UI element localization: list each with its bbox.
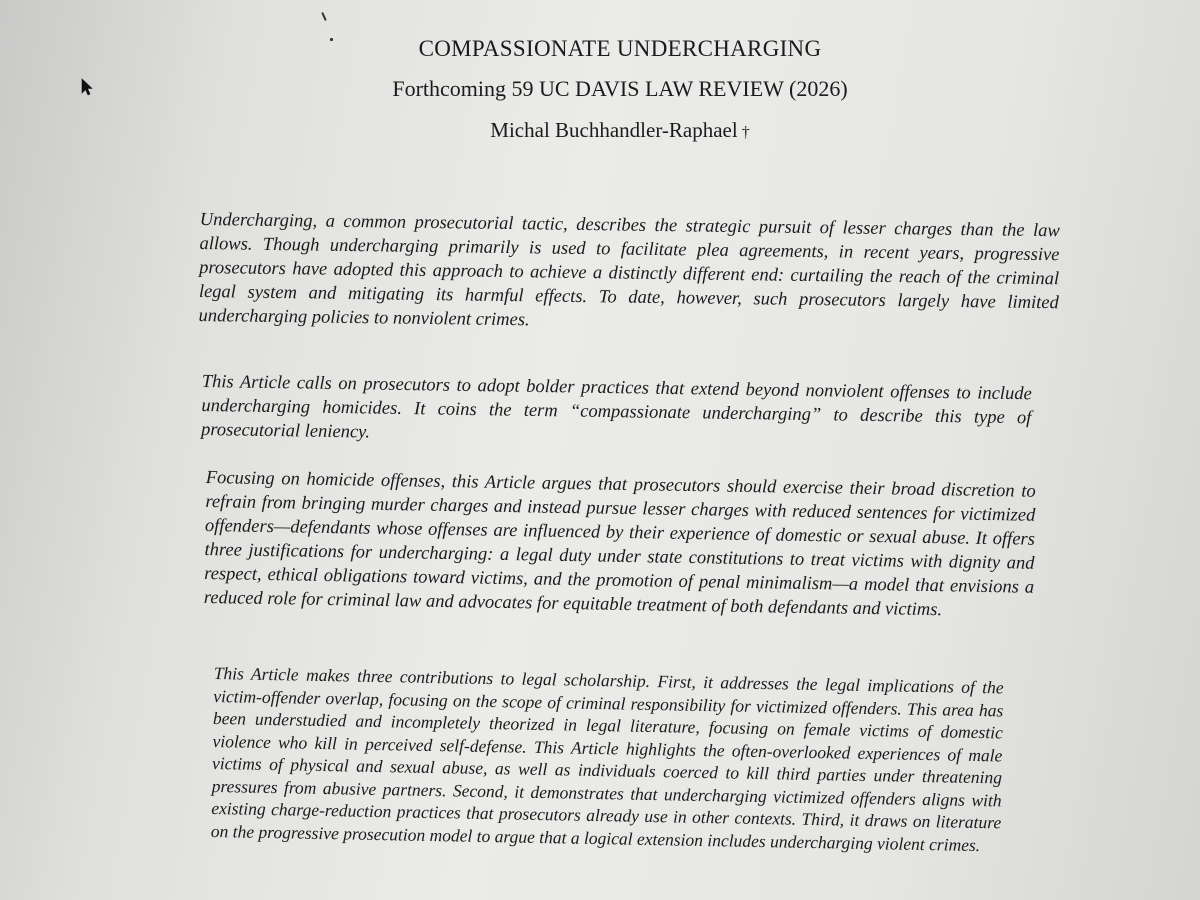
- abstract-paragraph: This Article calls on prosecutors to adopt bolder practices that extend beyond nonviolent offenses to include undercharging homicides. It coins the term “compassionate undercharging” to describe this type of prosecutorial leniency.: [200, 371, 1032, 443]
- article-title: COMPASSIONATE UNDERCHARGING: [418, 36, 822, 61]
- author-name: Michal Buchhandler-Raphael: [490, 118, 738, 142]
- publication-line: Forthcoming 59 UC DAVIS LAW REVIEW (2026): [392, 76, 848, 101]
- abstract-paragraph: This Article makes three contributions to legal scholarship. First, it addresses the legal implications of the victim-offender overlap, focusing on the scope of criminal responsibility for victimized offenders. This area has been understudied and incompletely theorized in legal literature, focusing on female victims of domestic violence who kill in perceived self-defense. This Article highlights the often-overlooked experiences of male victims of physical and sexual abuse, as well as individuals coerced to kill third parties under threatening pressures from abusive partners. Second, it demonstrates that undercharging victimized offenders aligns with existing charge-reduction practices that prosecutors already use in other contexts. Third, it draws on literature on the progressive prosecution model to argue that a logical extension includes undercharging violent crimes.: [210, 662, 1004, 855]
- author-footnote-mark: †: [741, 124, 750, 141]
- abstract-paragraph: Undercharging, a common prosecutorial tactic, describes the strategic pursuit of lesser charges than the law allows. Though undercharging primarily is used to facilitate plea agreements, in recent years, progressive prosecutors have adopted this approach to achieve a distinctly different end: curtailing the reach of the criminal legal system and mitigating its harmful effects. To date, however, such prosecutors largely have limited undercharging policies to nonviolent crimes.: [198, 209, 1060, 331]
- abstract-paragraph: Focusing on homicide offenses, this Article argues that prosecutors should exercise their broad discretion to refrain from bringing murder charges and instead pursue lesser charges with reduced sentences for victimized offenders—defendants whose offenses are influenced by their experience of domestic or sexual abuse. It offers three justifications for undercharging: a legal duty under state constitutions to treat victims with dignity and respect, ethical obligations toward victims, and the promotion of penal minimalism—a model that envisions a reduced role for criminal law and advocates for equitable treatment of both defendants and victims.: [203, 467, 1036, 621]
